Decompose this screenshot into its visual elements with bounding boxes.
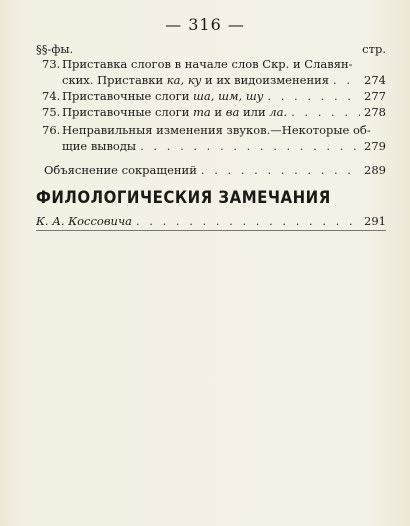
- toc-entry-75: [36, 104, 386, 120]
- section-page: 291: [364, 214, 386, 228]
- entry-page: 277: [364, 89, 386, 103]
- section-author-row: [36, 213, 386, 229]
- section-author: К. А. Коссовича: [36, 214, 132, 228]
- entry-text: Приставка слогов в начале слов Скр. и Славян-: [62, 57, 353, 71]
- entry-text: Объяснение сокращений: [44, 163, 197, 177]
- toc-entry-74: [36, 88, 386, 104]
- page-number: — 316 —: [165, 15, 245, 34]
- entry-text-continued: щие выводы: [62, 139, 137, 153]
- toc-entry-73: [36, 56, 386, 88]
- entry-number: 74.: [42, 89, 61, 103]
- dot-leader: [333, 72, 360, 88]
- entry-text: Неправильныя изменения звуков.—Некоторые об-: [62, 123, 371, 137]
- section-column-label: §§-фы.: [36, 42, 74, 56]
- dot-leader: [136, 213, 360, 229]
- entry-text: Приставочные слоги ша, шм, шу: [62, 89, 264, 103]
- entry-page: 279: [364, 139, 386, 153]
- entry-text: Приставочные слоги та и ва или ла.: [62, 105, 288, 119]
- toc-entry-abbreviations: [44, 162, 386, 178]
- entry-number: 75.: [42, 105, 61, 119]
- entry-page: 278: [364, 105, 386, 119]
- toc-entry-76: [36, 122, 386, 154]
- entry-number: 73.: [42, 57, 61, 71]
- dot-leader: [140, 138, 360, 154]
- entry-page: 289: [364, 163, 386, 177]
- entry-text-continued: ских. Приставки ка, ку и их видоизменения: [62, 73, 330, 87]
- dot-leader: [267, 88, 360, 104]
- dot-leader: [201, 162, 360, 178]
- page-column-label: стр.: [362, 42, 386, 56]
- entry-number: 76.: [42, 123, 61, 137]
- dot-leader: [291, 104, 360, 120]
- entry-page: 274: [364, 73, 386, 87]
- horizontal-rule: [36, 230, 386, 231]
- section-title: ФИЛОЛОГИЧЕСКИЯ ЗАМЕЧАНИЯ: [36, 187, 331, 208]
